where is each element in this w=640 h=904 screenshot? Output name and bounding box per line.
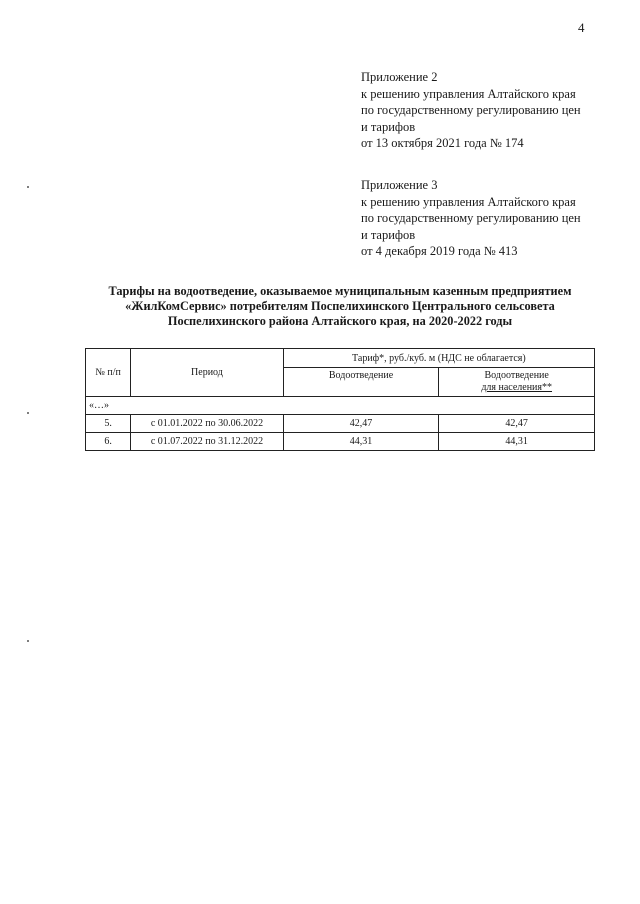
table-row bbox=[86, 415, 595, 433]
row-wastewater-tariff: 44,31 bbox=[283, 433, 439, 451]
header-number: № п/п bbox=[86, 349, 131, 397]
appendix-3-line: и тарифов bbox=[361, 227, 416, 242]
appendix-3-header bbox=[361, 177, 621, 260]
appendix-3-line: от 4 декабря 2019 года № 413 bbox=[361, 244, 518, 258]
header-period: Период bbox=[131, 349, 283, 397]
margin-mark bbox=[27, 640, 29, 642]
appendix-2-line: и тарифов bbox=[361, 119, 416, 134]
appendix-3-line: Приложение 3 bbox=[361, 178, 438, 192]
header-wastewater-population-line2: для населения** bbox=[481, 382, 553, 393]
margin-mark bbox=[27, 186, 29, 188]
appendix-3-line: к решению управления Алтайского края bbox=[361, 194, 576, 209]
tariff-table bbox=[85, 348, 595, 451]
appendix-2-line: по государственному регулированию цен bbox=[361, 103, 581, 117]
row-period: с 01.07.2022 по 31.12.2022 bbox=[131, 433, 283, 451]
page-number: 4 bbox=[578, 20, 585, 35]
header-wastewater-label: Водоотведение bbox=[328, 370, 394, 381]
row-wastewater-tariff: 42,47 bbox=[283, 415, 439, 433]
row-wastewater-population-tariff: 44,31 bbox=[439, 433, 595, 451]
appendix-2-line: Приложение 2 bbox=[361, 70, 438, 84]
appendix-2-header bbox=[361, 69, 621, 152]
appendix-3-line: по государственному регулированию цен bbox=[361, 211, 581, 225]
document-title bbox=[80, 284, 600, 329]
table-row-ellipsis bbox=[86, 397, 595, 415]
ellipsis-cell: «…» bbox=[86, 397, 595, 415]
table-row bbox=[86, 433, 595, 451]
header-wastewater-population-line1: Водоотведение bbox=[484, 370, 549, 381]
appendix-2-line: от 13 октября 2021 года № 174 bbox=[361, 136, 524, 150]
title-line: Поспелихинского района Алтайского края, на 2020-2022 годы bbox=[167, 314, 513, 328]
row-number: 5. bbox=[86, 415, 131, 433]
title-line: Тарифы на водоотведение, оказываемое муниципальным казенным предприятием bbox=[108, 284, 572, 298]
header-wastewater-population bbox=[439, 368, 595, 397]
margin-mark bbox=[27, 412, 29, 414]
appendix-2-line: к решению управления Алтайского края bbox=[361, 86, 576, 101]
title-line: «ЖилКомСервис» потребителям Поспелихинского Центрального сельсовета bbox=[125, 299, 555, 313]
row-number: 6. bbox=[86, 433, 131, 451]
header-tariff-group: Тариф*, руб./куб. м (НДС не облагается) bbox=[283, 349, 594, 368]
header-wastewater bbox=[283, 368, 439, 397]
row-wastewater-population-tariff: 42,47 bbox=[439, 415, 595, 433]
row-period: с 01.01.2022 по 30.06.2022 bbox=[131, 415, 283, 433]
